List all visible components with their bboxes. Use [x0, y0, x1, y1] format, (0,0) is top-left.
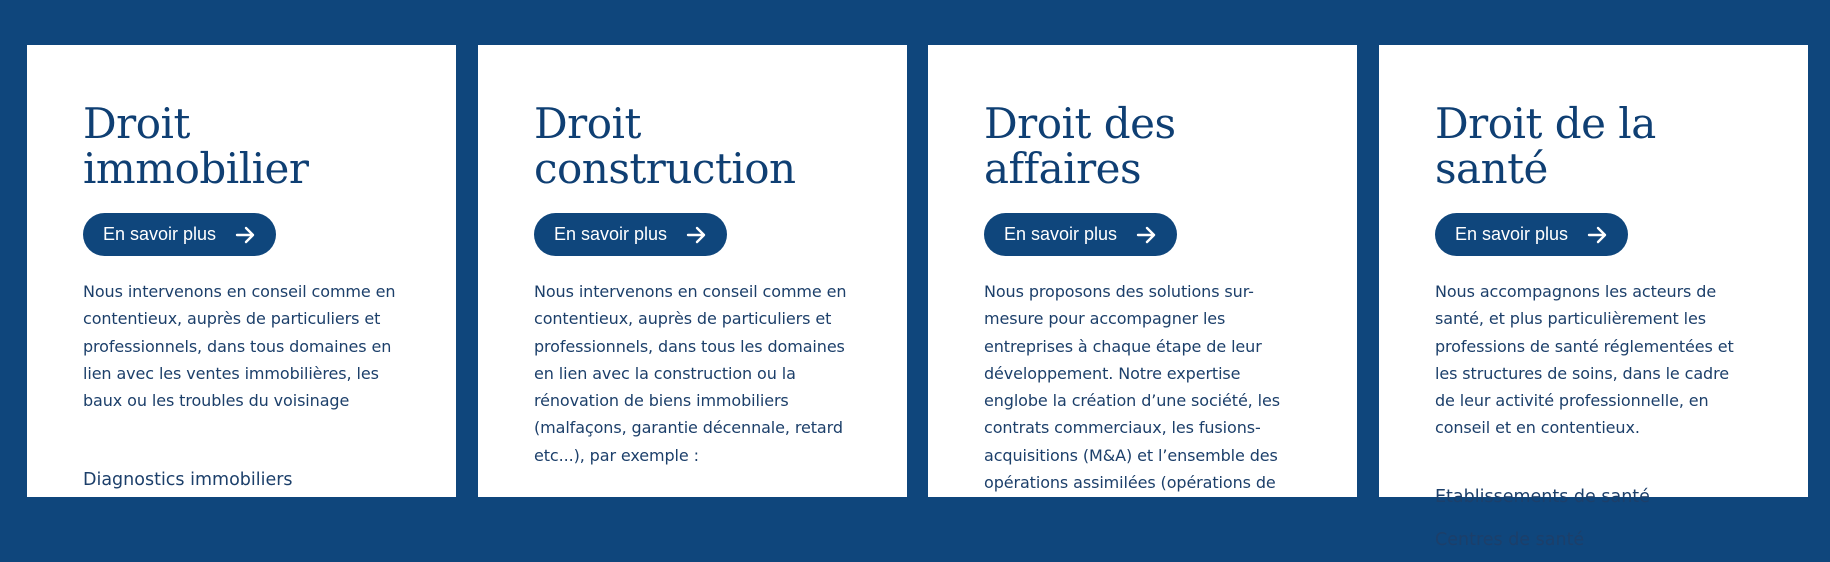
description-line: professionnels, dans tous les domaines [534, 336, 845, 356]
arrow-right-icon [1588, 226, 1608, 244]
description-line: (malfaçons, garantie décennale, retard [534, 418, 843, 438]
learn-more-label: En savoir plus [1004, 224, 1118, 244]
sub-topic-item[interactable]: Centres de santé [1435, 529, 1585, 550]
description-line: acquisitions (M&A) et l’ensemble des [984, 445, 1278, 465]
description-line: etc...), par exemple : [534, 445, 699, 465]
description-line: contrats commerciaux, les fusions- [984, 418, 1261, 438]
learn-more-label: En savoir plus [554, 224, 668, 244]
card-title [83, 101, 416, 191]
description-line: Nous proposons des solutions sur- [984, 282, 1254, 301]
arrow-right-icon [236, 226, 256, 244]
card-title [984, 101, 1317, 191]
practice-card-droit-construction [478, 45, 907, 497]
sub-topic-item[interactable]: Etablissements de santé [1435, 486, 1650, 507]
card-description [83, 278, 416, 414]
description-line: Nous accompagnons les acteurs de [1435, 282, 1717, 301]
description-line: Nous intervenons en conseil comme en [534, 282, 847, 301]
arrow-right-icon [1137, 226, 1157, 244]
description-line: Nous intervenons en conseil comme en [83, 282, 396, 301]
card-title [534, 101, 867, 191]
sub-topic-item[interactable]: Diagnostics immobiliers [83, 470, 293, 491]
card-title-line: affaires [984, 144, 1142, 193]
description-line: entreprises à chaque étape de leur [984, 336, 1262, 356]
learn-more-button[interactable] [984, 213, 1177, 256]
description-line: professionnels, dans tous domaines en [83, 336, 392, 356]
description-line: santé, et plus particulièrement les [1435, 309, 1706, 329]
learn-more-button[interactable] [1435, 213, 1628, 256]
arrow-right-icon [687, 226, 707, 244]
card-description [1435, 278, 1768, 442]
description-line: de leur activité professionnelle, en [1435, 391, 1709, 411]
sub-topic-list [1435, 476, 1768, 562]
learn-more-label: En savoir plus [103, 224, 217, 244]
description-line: développement. Notre expertise [984, 363, 1241, 383]
card-content [1435, 101, 1768, 562]
description-line: les structures de soins, dans le cadre [1435, 363, 1729, 383]
card-content [83, 101, 416, 502]
sub-topic-list [83, 459, 416, 502]
description-line: en lien avec la construction ou la [534, 363, 796, 383]
description-line: baux ou les troubles du voisinage [83, 391, 350, 411]
description-line: professions de santé réglementées et [1435, 336, 1734, 356]
card-title-line: Droit [534, 99, 641, 148]
learn-more-label: En savoir plus [1455, 224, 1569, 244]
description-line: contentieux, auprès de particuliers et [83, 309, 381, 329]
learn-more-button[interactable] [534, 213, 727, 256]
practice-card-droit-de-la-sante [1379, 45, 1808, 550]
description-line: opérations assimilées (opérations de [984, 473, 1276, 493]
description-line: lien avec les ventes immobilières, les [83, 363, 379, 383]
description-line: contentieux, auprès de particuliers et [534, 309, 832, 329]
description-line: englobe la création d’une société, les [984, 391, 1280, 411]
practice-card-droit-des-affaires [928, 45, 1357, 497]
card-title-line: Droit [83, 99, 190, 148]
description-line: conseil et en contentieux. [1435, 418, 1640, 438]
learn-more-button[interactable] [83, 213, 276, 256]
card-content [984, 101, 1317, 496]
description-line: mesure pour accompagner les [984, 309, 1226, 329]
card-description [984, 278, 1317, 496]
card-description [534, 278, 867, 469]
card-title-line: immobilier [83, 144, 309, 193]
card-title-line: Droit de la santé [1435, 99, 1656, 193]
card-title-line: construction [534, 144, 796, 193]
card-title-line: Droit des [984, 99, 1176, 148]
practice-card-droit-immobilier [27, 45, 456, 497]
card-title [1435, 101, 1768, 191]
card-content [534, 101, 867, 469]
description-line: rénovation de biens immobiliers [534, 391, 789, 411]
